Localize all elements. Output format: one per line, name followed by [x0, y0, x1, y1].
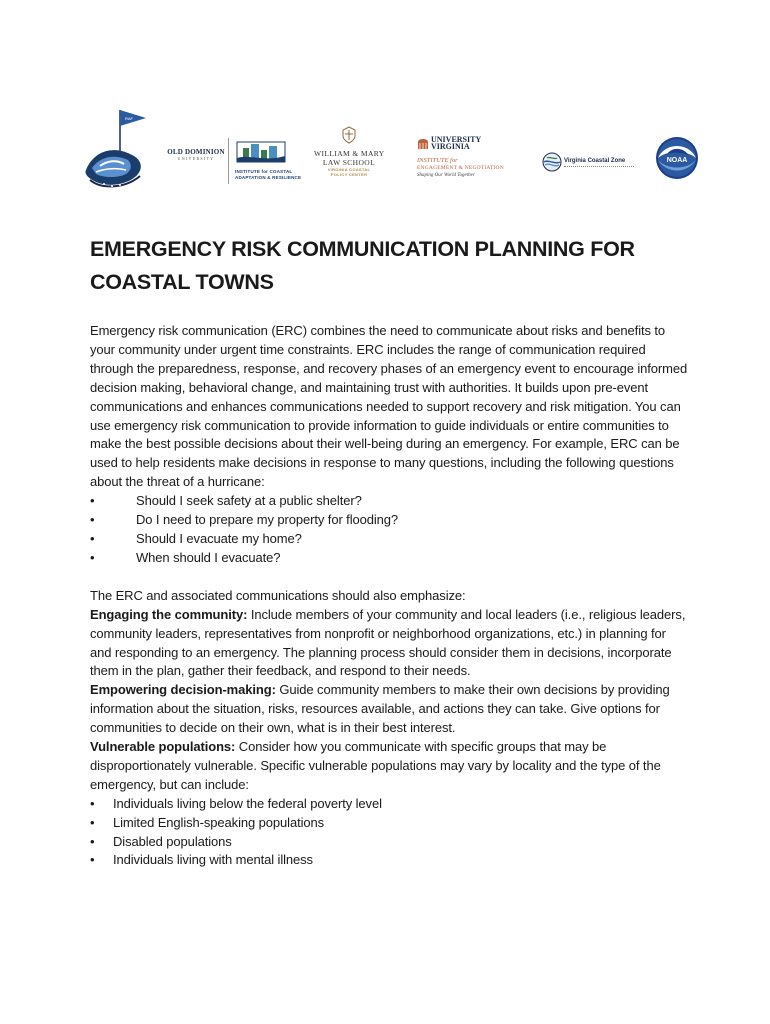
bullet: •: [90, 530, 95, 546]
bullet: •: [90, 493, 95, 509]
list-item: [90, 814, 690, 833]
bullet: •: [90, 814, 95, 830]
odu-sub: UNIVERSITY: [177, 156, 215, 161]
title-line1: EMERGENCY RISK COMMUNICATION PLANNING FOR: [90, 237, 635, 261]
bullet: •: [90, 833, 95, 849]
uva-line3: INSTITUTE for: [417, 157, 458, 164]
section-lead: Engaging the community:: [90, 606, 248, 622]
william-mary-logo: [314, 126, 384, 190]
population-text: Disabled populations: [113, 833, 232, 849]
odu-logo: [164, 148, 228, 178]
population-text: Limited English-speaking populations: [113, 814, 325, 830]
hurricane-questions-list: [90, 492, 690, 568]
question-text: Should I evacuate my home?: [136, 530, 302, 546]
icar-skyline-icon: [235, 138, 287, 164]
wm-line1: WILLIAM & MARY: [314, 149, 385, 158]
icar-logo: [228, 138, 302, 184]
uva-line1: UNIVERSITY: [431, 135, 482, 144]
vcz-name: Virginia Coastal Zone: [564, 158, 626, 164]
wm-line2: LAW SCHOOL: [322, 158, 376, 167]
section-empowering-decision-making: [90, 681, 690, 738]
wm-line4: POLICY CENTER: [330, 172, 368, 177]
uva-line2: VIRGINIA: [431, 142, 470, 151]
question-text: When should I evacuate?: [136, 549, 281, 565]
list-item: [90, 492, 690, 511]
bullet: •: [90, 549, 95, 565]
noaa-seal-icon: [655, 136, 699, 180]
title-line2: COASTAL TOWNS: [90, 270, 274, 294]
icar-line2: ADAPTATION & RESILIENCE: [235, 175, 302, 180]
list-item: [90, 530, 690, 549]
wm-line3: VIRGINIA COASTAL: [327, 167, 371, 172]
wm-crest-icon: [341, 126, 357, 144]
odu-name: OLD DOMINION: [167, 148, 225, 156]
document-body: [90, 322, 690, 870]
virginia-coastal-zone-logo: [542, 152, 642, 176]
bullet: •: [90, 852, 95, 868]
list-item: [90, 549, 690, 568]
section-vulnerable-populations: [90, 738, 690, 795]
section-lead: Empowering decision-making:: [90, 682, 276, 698]
population-text: Individuals living below the federal poverty level: [113, 795, 382, 811]
document-title: [90, 233, 710, 299]
vcz-globe-icon: [542, 152, 562, 172]
noaa-name: NOAA: [666, 157, 688, 164]
list-item: [90, 795, 690, 814]
icar-line1: INSTITUTE for COASTAL: [235, 169, 293, 174]
bullet: •: [90, 512, 95, 528]
list-item: [90, 851, 690, 870]
emphasize-intro: The ERC and associated communications should also emphasize:: [90, 587, 466, 603]
partner-logos: [80, 100, 710, 200]
section-text: Guide community members to make their own decisions by providing information about the situation, risks, resources available, and actions they can take. Give options for communities to decide on their own, what is in their best interest.: [90, 682, 670, 736]
intro-paragraph: Emergency risk communication (ERC) combines the need to communicate about risks and benefits to your community under urgent time constraints. ERC includes the range of communication required through the preparedness, response, and recovery phases of an emergency event to encourage informed decision making, behavioral change, and maintaining trust with authorities. It builds upon pre-event communications and enhances communications needed to support recovery and risk mitigation. You can use emergency risk communication to provide information to guide individuals or entire communities to make the best possible decisions about their well-being during an emergency. For example, ERC can be used to help residents make decisions in response to many questions, including the following questions about the threat of a hurricane:: [90, 323, 688, 490]
section-lead: Vulnerable populations:: [90, 739, 236, 755]
noaa-logo: [655, 136, 699, 180]
coastal-flag-logo: [80, 100, 152, 198]
bullet: •: [90, 795, 95, 811]
svg-text:RAF: RAF: [125, 116, 133, 121]
uva-logo: [417, 136, 513, 192]
list-item: [90, 511, 690, 530]
question-text: Do I need to prepare my property for flooding?: [136, 512, 399, 528]
question-text: Should I seek safety at a public shelter?: [136, 493, 362, 509]
section-text: Include members of your community and local leaders (i.e., religious leaders, community leaders, representatives from nonprofit or neighborhood organizations, etc.) in planning for and responding to an emergency. The planning process should consider them in decisions, incorporate them in the plan, gather their feedback, and respond to their needs.: [90, 606, 686, 679]
population-text: Individuals living with mental illness: [113, 852, 313, 868]
uva-rotunda-icon: [417, 136, 429, 150]
list-item: [90, 833, 690, 852]
spacer: [90, 568, 690, 587]
uva-line5: Shaping Our World Together: [417, 173, 475, 178]
section-text: Consider how you communicate with specific groups that may be disproportionately vulnerable. Specific vulnerable populations may vary by locality and the type of the emergency, but can include:: [90, 739, 661, 792]
vcz-underline: [564, 166, 634, 169]
vulnerable-populations-list: [90, 795, 690, 871]
section-engaging-community: [90, 606, 690, 682]
uva-line4: ENGAGEMENT & NEGOTIATION: [417, 165, 504, 171]
